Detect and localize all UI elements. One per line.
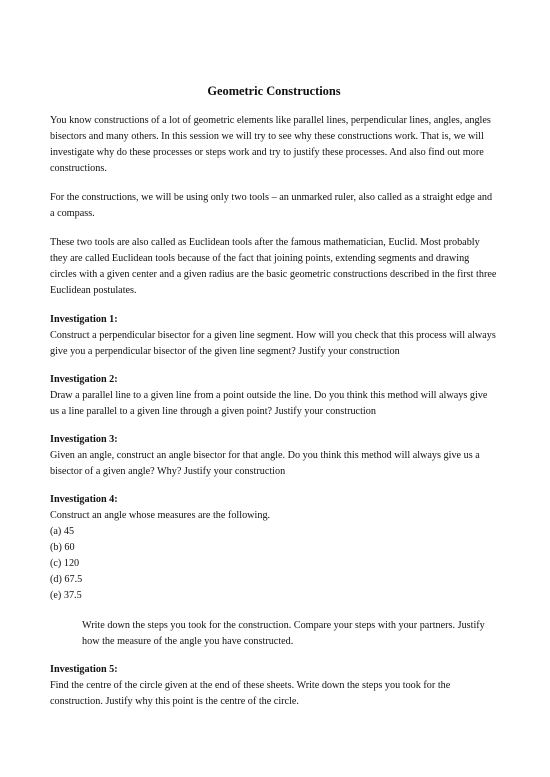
euclid-paragraph: These two tools are also called as Euclidean tools after the famous mathematician, Euclid. Most probably they are called Euclidean tools because of the fact that joining points, extending segments and drawing circles with a given center and a given radius are the basic geometric constructions described in the first three Euclidean postulates. [50, 237, 497, 296]
list-item: (e) 37.5 [50, 590, 82, 601]
investigation-title: Investigation 3: [50, 434, 118, 445]
investigation-body: Draw a parallel line to a given line from a point outside the line. Do you think this method will always give us a line parallel to a given line through a given point? Justify your construction [50, 390, 488, 417]
investigation-body: Given an angle, construct an angle bisector for that angle. Do you think this method will always give us a bisector of a given angle? Why? Justify your construction [50, 450, 480, 477]
investigation-title: Investigation 5: [50, 664, 118, 675]
intro-paragraph: You know constructions of a lot of geometric elements like parallel lines, perpendicular lines, angles, angles bisectors and many others. In this session we will try to see why these constructions work. That is, we will investigate why do these processes or steps work and try to justify these processes. And also find out more constructions. [50, 115, 491, 174]
investigation-4 [50, 492, 498, 650]
investigation-1 [50, 312, 498, 360]
investigation-3 [50, 432, 498, 480]
tools-paragraph: For the constructions, we will be using only two tools – an unmarked ruler, also called as a straight edge and a compass. [50, 192, 493, 219]
page-title: Geometric Constructions [207, 84, 341, 98]
investigation-body: Construct a perpendicular bisector for a given line segment. How will you check that this process will always give you a perpendicular bisector of the given line segment? Justify your construction [50, 330, 496, 357]
list-item: (c) 120 [50, 558, 80, 569]
investigation-5 [50, 662, 498, 710]
investigation-title: Investigation 1: [50, 314, 118, 325]
list-item: (d) 67.5 [50, 574, 83, 585]
list-item: (b) 60 [50, 542, 75, 553]
list-item: (a) 45 [50, 526, 75, 537]
investigation-body: Find the centre of the circle given at the end of these sheets. Write down the steps you took for the construction. Justify why this point is the centre of the circle. [50, 680, 451, 707]
investigation-2 [50, 372, 498, 420]
investigation-note: Write down the steps you took for the construction. Compare your steps with your partners. Justify how the measure of the angle you have constructed. [82, 620, 485, 647]
angle-list [50, 524, 498, 604]
investigation-title: Investigation 4: [50, 494, 118, 505]
investigation-body: Construct an angle whose measures are the following. [50, 510, 271, 521]
investigation-title: Investigation 2: [50, 374, 118, 385]
